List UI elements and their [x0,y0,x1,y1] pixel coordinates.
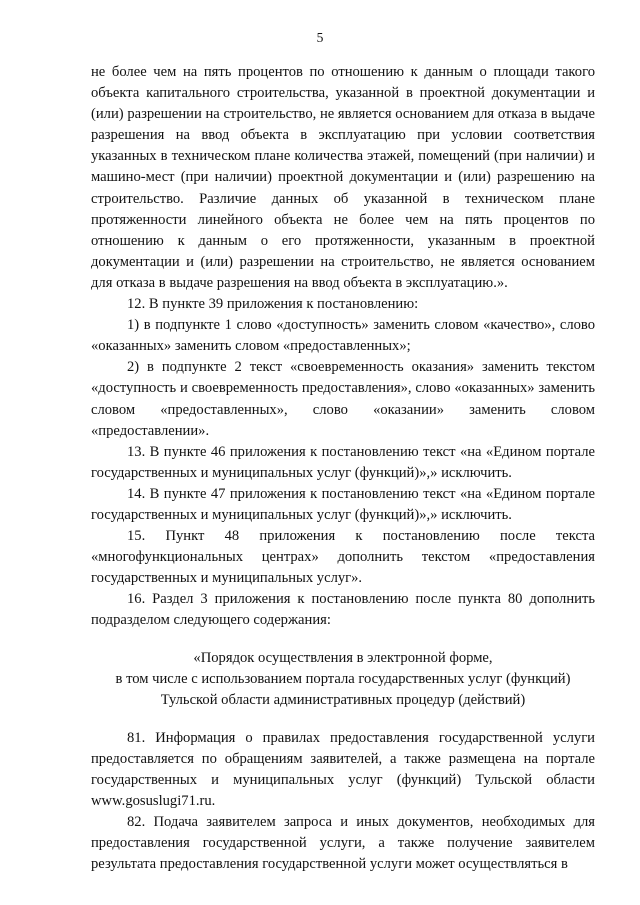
page-number: 5 [316,30,324,45]
paragraph-continuation: не более чем на пять процентов по отношению к данным о площади такого объекта капитального строительства, указанной в проектной документации и (или) разрешении на строительство, не является основанием для отказа в выдаче разрешения на ввод объекта в эксплуатацию при условии соответствия указанных в техническом плане количества этажей, помещений (при наличии) и машино-мест (при наличии) проектной документации и (или) разрешению на строительство. Различие данных об указанной в техническом плане протяженности линейного объекта не более чем на пять процентов по отношению к данным о его протяженности, указанным в проектной документации и (или) разрешении на строительство, не является основанием для отказа в выдаче разрешения на ввод объекта в эксплуатацию.». [91,64,595,291]
heading-line-2: в том числе с использованием портала государственных услуг (функций) [115,670,571,687]
document-body [91,62,595,875]
paragraph-item-14: 14. В пункте 47 приложения к постановлению текст «на «Едином портале государственных и муниципальных услуг (функций)»,» исключить. [91,485,595,523]
section-heading [91,648,595,711]
paragraph-item-82: 82. Подача заявителем запроса и иных документов, необходимых для предоставления государственной услуги, а также получение заявителем результата предоставления государственной услуги может осуществляться в [91,814,595,873]
paragraph-item-15: 15. Пункт 48 приложения к постановлению после текста «многофункциональных центрах» дополнить текстом «предоставления государственных и муниципальных услуг». [91,528,595,587]
paragraph-item-81: 81. Информация о правилах предоставления государственной услуги предоставляется по обращениям заявителей, а также размещена на портале государственных и муниципальных услуг (функций) Тульской области www.gosuslugi71.ru. [91,729,595,810]
paragraph-item-13: 13. В пункте 46 приложения к постановлению текст «на «Едином портале государственных и муниципальных услуг (функций)»,» исключить. [91,443,595,481]
paragraph-subitem-1: 1) в подпункте 1 слово «доступность» заменить словом «качество», слово «оказанных» заменить словом «предоставленных»; [91,317,595,355]
paragraph-item-12: 12. В пункте 39 приложения к постановлению: [127,296,419,313]
paragraph-item-16: 16. Раздел 3 приложения к постановлению после пункта 80 дополнить подразделом следующего содержания: [91,591,595,629]
heading-line-1: «Порядок осуществления в электронной форме, [193,649,493,666]
paragraph-subitem-2: 2) в подпункте 2 текст «своевременность оказания» заменить текстом «доступность и своевременность предоставления», слово «оказанных» заменить словом «предоставленных», слово «оказании» заменить словом «предоставлении». [91,359,595,439]
heading-line-3: Тульской области административных процедур (действий) [160,691,526,708]
